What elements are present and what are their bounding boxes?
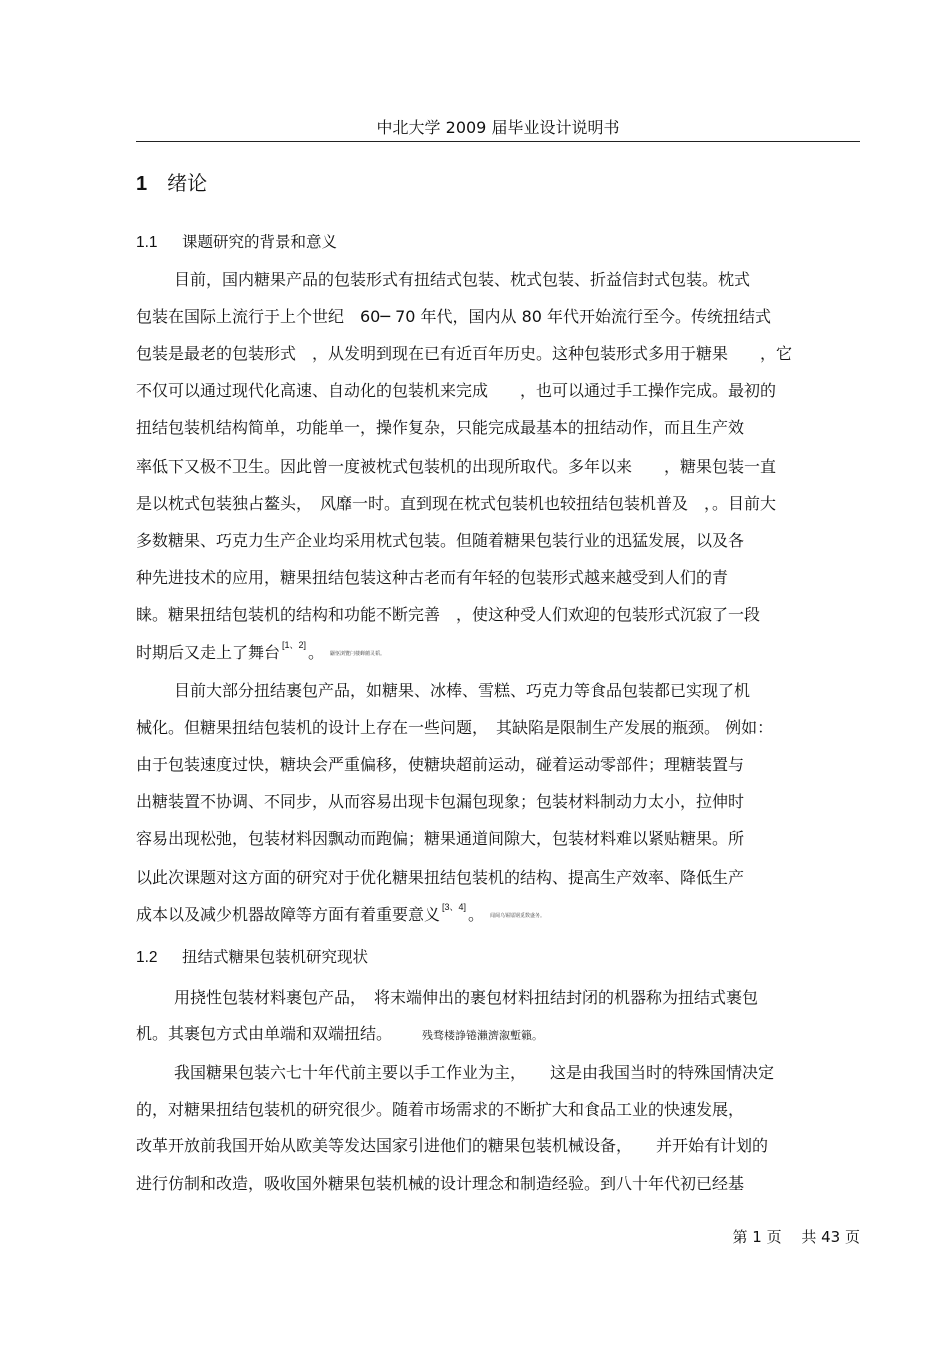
citation: [1、2] xyxy=(282,640,307,650)
section-title: 扭结式糖果包装机研究现状 xyxy=(182,948,369,966)
line-text: 时期后又走上了舞台 xyxy=(136,643,281,662)
section-number: 1.1 xyxy=(136,234,158,251)
noise-text: 鼴怄浏覽闩楼蝉藺灵韬。 xyxy=(330,650,386,657)
section-title: 课题研究的背景和意义 xyxy=(182,233,338,251)
header-rule xyxy=(136,141,860,142)
paragraph-line: 多数糖果、巧克力生产企业均采用枕式包装。但随着糖果包装行业的迅猛发展，以及各 xyxy=(136,531,745,550)
page-footer: 第 1 页 共 43 页 xyxy=(732,1228,860,1246)
period: 。 xyxy=(308,643,325,662)
paragraph-line: 由于包装速度过快，糖块会严重偏移，使糖块超前运动，碰着运动零部件；理糖装置与 xyxy=(136,755,745,774)
noise-text: 闻阔乌锡镭钢觅数盛务。 xyxy=(490,912,546,919)
section-heading-1-2 xyxy=(136,946,368,969)
paragraph-line: 用挠性包装材料裹包产品， 将末端伸出的裹包材料扭结封闭的机器称为扭结式裹包 xyxy=(174,988,759,1007)
paragraph-line: 械化。但糖果扭结包装机的设计上存在一些问题， 其缺陷是限制生产发展的瓶颈。 例如： xyxy=(136,718,774,737)
paragraph-line: 包装在国际上流行于上个世纪 60─ 70 年代，国内从 80 年代开始流行至今。传统扭结式 xyxy=(136,307,772,326)
period: 。 xyxy=(468,905,485,924)
paragraph-line-with-citation xyxy=(136,903,545,929)
paragraph-line: 我国糖果包装六七十年代前主要以手工作业为主， 这是由我国当时的特殊国情决定 xyxy=(174,1063,775,1082)
paragraph-line: 种先进技术的应用，糖果扭结包装这种古老而有年轻的包装形式越来越受到人们的青 xyxy=(136,568,729,587)
paragraph-line-with-noise xyxy=(136,1022,543,1048)
line-text: 机。其裹包方式由单端和双端扭结。 xyxy=(136,1024,393,1043)
paragraph-line: 是以枕式包装独占鳌头， 风靡一时。直到现在枕式包装机也较扭结包装机普及 ，。目前大 xyxy=(136,494,777,513)
page-header: 中北大学 2009 届毕业设计说明书 xyxy=(376,118,620,137)
chapter-title-text: 绪论 xyxy=(167,171,208,195)
chapter-title xyxy=(136,170,207,197)
paragraph-line: 扭结包装机结构简单，功能单一，操作复杂，只能完成最基本的扭结动作，而且生产效 xyxy=(136,418,745,437)
paragraph-line: 睐。糖果扭结包装机的结构和功能不断完善 ，使这种受人们欢迎的包装形式沉寂了一段 xyxy=(136,605,761,624)
section-heading-1-1 xyxy=(136,231,337,254)
line-text: 成本以及减少机器故障等方面有着重要意义 xyxy=(136,905,441,924)
citation: [3、4] xyxy=(442,902,467,912)
section-number: 1.2 xyxy=(136,949,158,966)
paragraph-line: 容易出现松弛，包装材料因飘动而跑偏；糖果通道间隙大，包装材料难以紧贴糖果。所 xyxy=(136,829,745,848)
paragraph-line: 目前，国内糖果产品的包装形式有扭结式包装、枕式包装、折益信封式包装。枕式 xyxy=(174,270,751,289)
paragraph-line: 以此次课题对这方面的研究对于优化糖果扭结包装机的结构、提高生产效率、降低生产 xyxy=(136,868,745,887)
paragraph-line: 的，对糖果扭结包装机的研究很少。随着市场需求的不断扩大和食品工业的快速发展， xyxy=(136,1100,745,1119)
paragraph-line-with-citation xyxy=(136,641,385,667)
chapter-number: 1 xyxy=(136,173,148,195)
noise-text: 残骛楼諍锩瀨濟溆塹籟。 xyxy=(422,1029,544,1042)
paragraph-line: 目前大部分扭结裹包产品，如糖果、冰棒、雪糕、巧克力等食品包装都已实现了机 xyxy=(174,681,751,700)
paragraph-line: 进行仿制和改造，吸收国外糖果包装机械的设计理念和制造经验。到八十年代初已经基 xyxy=(136,1174,745,1193)
paragraph-line: 包装是最老的包装形式 ，从发明到现在已有近百年历史。这种包装形式多用于糖果 ，它 xyxy=(136,344,793,363)
paragraph-line: 出糖装置不协调、不同步，从而容易出现卡包漏包现象；包装材料制动力太小，拉伸时 xyxy=(136,792,745,811)
paragraph-line: 率低下又极不卫生。因此曾一度被枕式包装机的出现所取代。多年以来 ，糖果包装一直 xyxy=(136,457,777,476)
paragraph-line: 不仅可以通过现代化高速、自动化的包装机来完成 ，也可以通过手工操作完成。最初的 xyxy=(136,381,777,400)
paragraph-line: 改革开放前我国开始从欧美等发达国家引进他们的糖果包装机械设备， 并开始有计划的 xyxy=(136,1136,769,1155)
